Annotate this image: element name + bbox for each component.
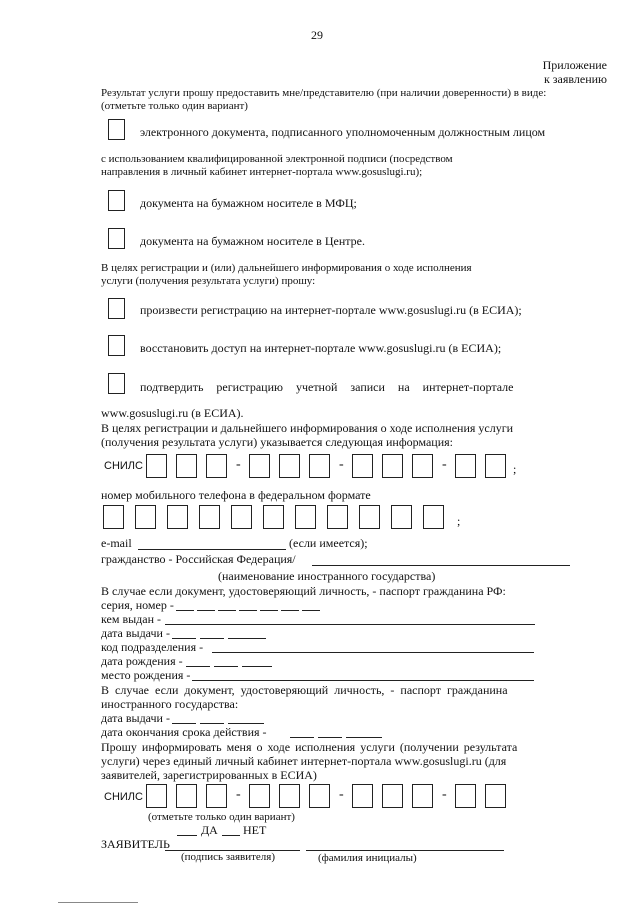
notify-text-3: заявителей, зарегистрированных в ЕСИА) [101,768,317,782]
result-option-center-checkbox[interactable] [108,228,125,249]
phone-digit-cell[interactable] [263,505,284,529]
info-intro-1: В целях регистрации и дальнейшего информирования о ходе исполнения услуги [101,421,514,435]
snils-digit-cell[interactable] [382,454,403,478]
snils-digit-cell[interactable] [382,784,403,808]
phone-digit-cell[interactable] [423,505,444,529]
registration-option-register-checkbox[interactable] [108,298,125,319]
appendix-line-2: к заявлению [543,72,607,86]
phone-semicolon: ; [457,514,461,528]
passport-series-label: серия, номер - [101,598,174,612]
passport-issue-date-field[interactable] [200,638,224,639]
passport-dept-code-field[interactable] [212,652,534,653]
snils-digit-cell[interactable] [352,784,373,808]
snils-digit-cell[interactable] [206,454,227,478]
notify-no-field[interactable] [222,835,240,836]
phone-digit-cell[interactable] [231,505,252,529]
snils-digit-cell[interactable] [146,784,167,808]
passport-number-field[interactable] [239,610,257,611]
phone-label: номер мобильного телефона в федеральном формате [101,488,371,502]
result-option-mfc-label: документа на бумажном носителе в МФЦ; [140,196,357,210]
page-number: 29 [311,28,323,42]
result-option-electronic-cont-2: направления в личный кабинет интернет-портала www.gosuslugi.ru); [101,166,423,178]
snils-digit-cell[interactable] [249,454,270,478]
birth-place-label: место рождения - [101,668,191,682]
snils-digit-cell[interactable] [352,454,373,478]
snils-label: СНИЛС [104,460,143,472]
snils-digit-cell[interactable] [146,454,167,478]
snils-digit-cell[interactable] [412,454,433,478]
birth-date-label: дата рождения - [101,654,183,668]
passport-number-field[interactable] [218,610,236,611]
appendix-line-1: Приложение [542,58,607,72]
passport-foreign-intro-2: иностранного государства: [101,697,239,711]
notify-text-1: Прошу информировать меня о ходе исполнения услуги (получении результата [101,740,518,754]
result-option-electronic-cont-1: с использованием квалифицированной электронной подписи (посредством [101,153,453,165]
snils-dash: - [442,457,447,472]
birth-date-field[interactable] [242,666,272,667]
foreign-expiry-date-field[interactable] [318,737,342,738]
birth-date-field[interactable] [186,666,210,667]
birth-date-field[interactable] [214,666,238,667]
snils-digit-cell[interactable] [249,784,270,808]
snils-digit-cell[interactable] [485,454,506,478]
citizenship-label: гражданство - Российская Федерация/ [101,552,296,566]
passport-number-field[interactable] [260,610,278,611]
notify-yes-field[interactable] [177,835,197,836]
foreign-expiry-date-field[interactable] [346,737,382,738]
snils-dash: - [339,787,344,802]
snils-semicolon: ; [513,462,517,476]
notify-no-label: НЕТ [243,823,267,837]
phone-digit-cell[interactable] [135,505,156,529]
passport-issued-by-label: кем выдан - [101,612,162,626]
passport-number-field[interactable] [302,610,320,611]
snils-digit-cell[interactable] [309,784,330,808]
snils-dash: - [236,787,241,802]
result-note: (отметьте только один вариант) [101,100,248,112]
result-option-electronic-label: электронного документа, подписанного уполномоченным должностным лицом [140,125,546,139]
passport-issue-date-field[interactable] [228,638,266,639]
snils-dash: - [339,457,344,472]
phone-digit-cell[interactable] [391,505,412,529]
registration-option-confirm-checkbox[interactable] [108,373,125,394]
notify-note: (отметьте только один вариант) [148,811,295,823]
foreign-expiry-date-label: дата окончания срока действия - [101,725,267,739]
passport-issue-date-label: дата выдачи - [101,626,170,640]
footnote-divider [58,902,138,903]
result-option-center-label: документа на бумажном носителе в Центре. [140,234,365,248]
snils-digit-cell[interactable] [279,784,300,808]
passport-number-field[interactable] [281,610,299,611]
passport-series-field[interactable] [176,610,194,611]
passport-dept-code-label: код подразделения - [101,640,204,654]
registration-option-restore-checkbox[interactable] [108,335,125,356]
phone-digit-cell[interactable] [359,505,380,529]
registration-intro-2: услуги (получения результата услуги) прошу: [101,275,316,287]
passport-series-field[interactable] [197,610,215,611]
info-intro-2: (получения результата услуги) указывается следующая информация: [101,435,453,449]
passport-issued-by-field[interactable] [165,624,535,625]
snils-digit-cell[interactable] [206,784,227,808]
notify-snils-label: СНИЛС [104,791,143,803]
phone-digit-cell[interactable] [327,505,348,529]
email-field[interactable] [138,549,286,550]
phone-digit-cell[interactable] [199,505,220,529]
phone-digit-cell[interactable] [103,505,124,529]
email-label: e-mail [101,536,132,550]
snils-digit-cell[interactable] [176,784,197,808]
registration-option-register-label: произвести регистрацию на интернет-портале www.gosuslugi.ru (в ЕСИА); [140,303,522,317]
snils-digit-cell[interactable] [412,784,433,808]
snils-digit-cell[interactable] [279,454,300,478]
result-option-mfc-checkbox[interactable] [108,190,125,211]
foreign-state-caption: (наименование иностранного государства) [218,569,436,583]
email-suffix: (если имеется); [289,536,368,550]
result-option-electronic-checkbox[interactable] [108,119,125,140]
snils-digit-cell[interactable] [176,454,197,478]
foreign-issue-date-field[interactable] [228,723,264,724]
result-intro: Результат услуги прошу предоставить мне/представителю (при наличии доверенности) в виде: [101,87,547,99]
notify-yes-label: ДА [201,823,218,837]
passport-rf-intro: В случае если документ, удостоверяющий личность, - паспорт гражданина РФ: [101,584,506,598]
notify-text-2: услуги) через единый личный кабинет интернет-портала www.gosuslugi.ru (для [101,754,507,768]
signature-caption: (подпись заявителя) [181,851,276,863]
snils-digit-cell[interactable] [455,454,476,478]
registration-option-restore-label: восстановить доступ на интернет-портале www.gosuslugi.ru (в ЕСИА); [140,341,502,355]
snils-digit-cell[interactable] [485,784,506,808]
snils-digit-cell[interactable] [455,784,476,808]
foreign-issue-date-field[interactable] [172,723,196,724]
applicant-label: ЗАЯВИТЕЛЬ [101,837,170,851]
registration-option-confirm-label: подтвердить регистрацию учетной записи на интернет-портале [140,380,514,394]
passport-issue-date-field[interactable] [172,638,196,639]
name-caption: (фамилия инициалы) [318,852,417,864]
birth-place-field[interactable] [192,680,534,681]
phone-digit-cell[interactable] [167,505,188,529]
snils-dash: - [442,787,447,802]
registration-intro-1: В целях регистрации и (или) дальнейшего информирования о ходе исполнения [101,262,472,274]
phone-digit-cell[interactable] [295,505,316,529]
applicant-name-field[interactable] [306,850,504,851]
foreign-state-field[interactable] [312,565,570,566]
foreign-expiry-date-field[interactable] [290,737,314,738]
foreign-issue-date-label: дата выдачи - [101,711,170,725]
snils-dash: - [236,457,241,472]
registration-option-confirm-cont: www.gosuslugi.ru (в ЕСИА). [101,406,244,420]
passport-foreign-intro-1: В случае если документ, удостоверяющий личность, - паспорт гражданина [101,683,508,697]
foreign-issue-date-field[interactable] [200,723,224,724]
snils-digit-cell[interactable] [309,454,330,478]
